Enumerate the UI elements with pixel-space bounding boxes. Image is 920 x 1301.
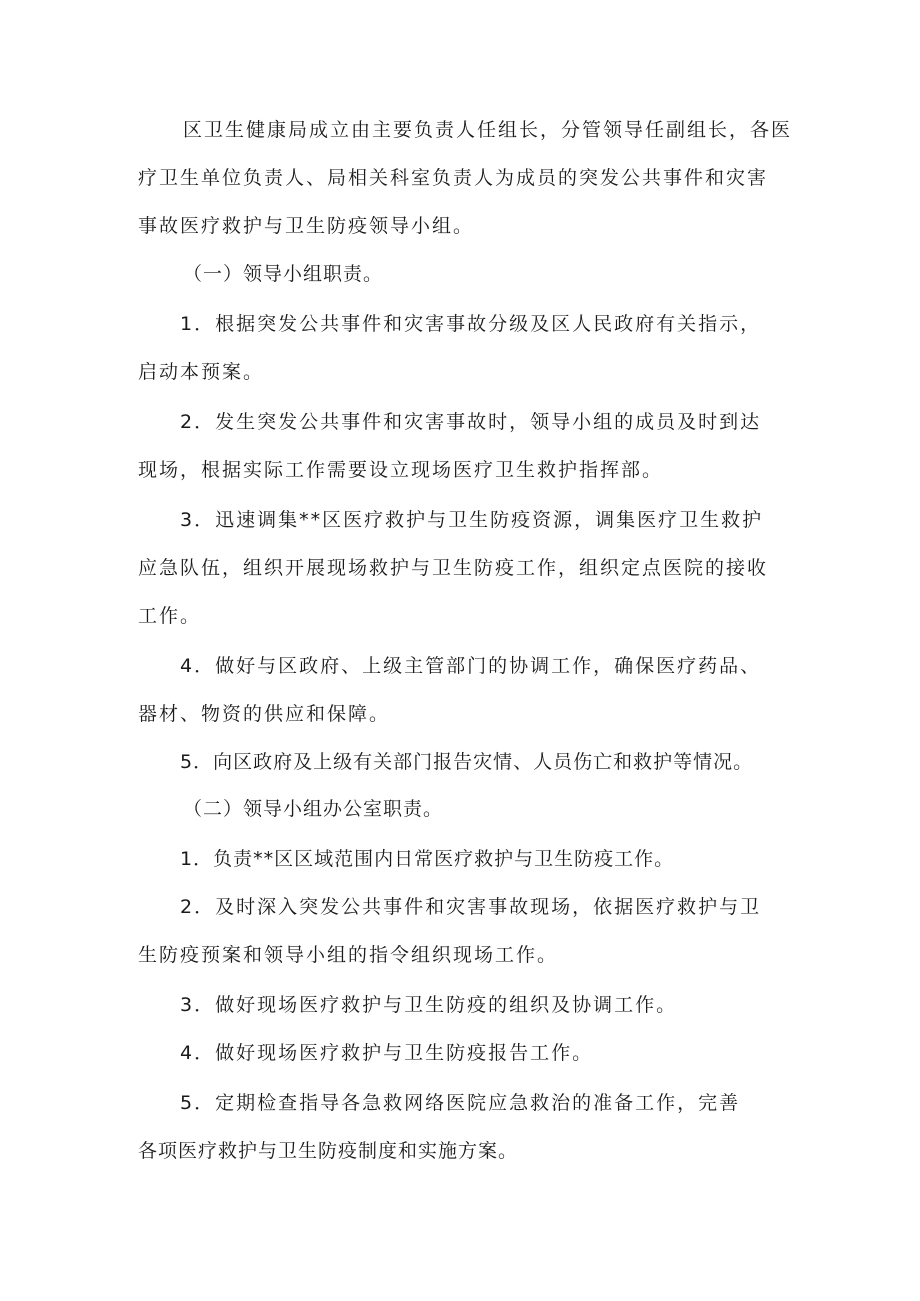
section-1-heading: （一）领导小组职责。 (183, 263, 384, 285)
item-line: 1．根据突发公共事件和灾害事故分级及区人民政府有关指示， (180, 313, 762, 335)
item-line: 5．定期检查指导各急救网络医院应急救治的准备工作，完善 (180, 1092, 741, 1114)
item-line: 工作。 (138, 605, 202, 627)
section-2-heading: （二）领导小组办公室职责。 (183, 798, 444, 820)
item-line: 各项医疗救护与卫生防疫制度和实施方案。 (138, 1140, 519, 1162)
item-line: 4．做好现场医疗救护与卫生防疫报告工作。 (180, 1042, 594, 1064)
item-line: 3．迅速调集**区医疗救护与卫生防疫资源，调集医疗卫生救护 (180, 509, 764, 531)
item-line: 3．做好现场医疗救护与卫生防疫的组织及协调工作。 (180, 994, 678, 1016)
item-line: 4．做好与区政府、上级主管部门的协调工作，确保医疗药品、 (180, 655, 762, 677)
item-line: 应急队伍，组织开展现场救护与卫生防疫工作，组织定点医院的接收 (138, 557, 769, 579)
item-line: 生防疫预案和领导小组的指令组织现场工作。 (138, 944, 559, 966)
item-line: 1．负责**区区域范围内日常医疗救护与卫生防疫工作。 (180, 848, 675, 870)
intro-line-2: 疗卫生单位负责人、局相关科室负责人为成员的突发公共事件和灾害 (138, 167, 769, 189)
intro-line-1: 区卫生健康局成立由主要负责人任组长，分管领导任副组长，各医 (183, 119, 793, 141)
item-line: 5．向区政府及上级有关部门报告灾情、人员伤亡和救护等情况。 (180, 751, 754, 773)
intro-line-3: 事故医疗救护与卫生防疫领导小组。 (138, 215, 475, 237)
item-line: 器材、物资的供应和保障。 (138, 703, 391, 725)
item-line: 启动本预案。 (138, 361, 265, 383)
item-line: 2．及时深入突发公共事件和灾害事故现场，依据医疗救护与卫 (180, 896, 762, 918)
item-line: 2．发生突发公共事件和灾害事故时，领导小组的成员及时到达 (180, 411, 762, 433)
item-line: 现场，根据实际工作需要设立现场医疗卫生救护指挥部。 (138, 459, 664, 481)
